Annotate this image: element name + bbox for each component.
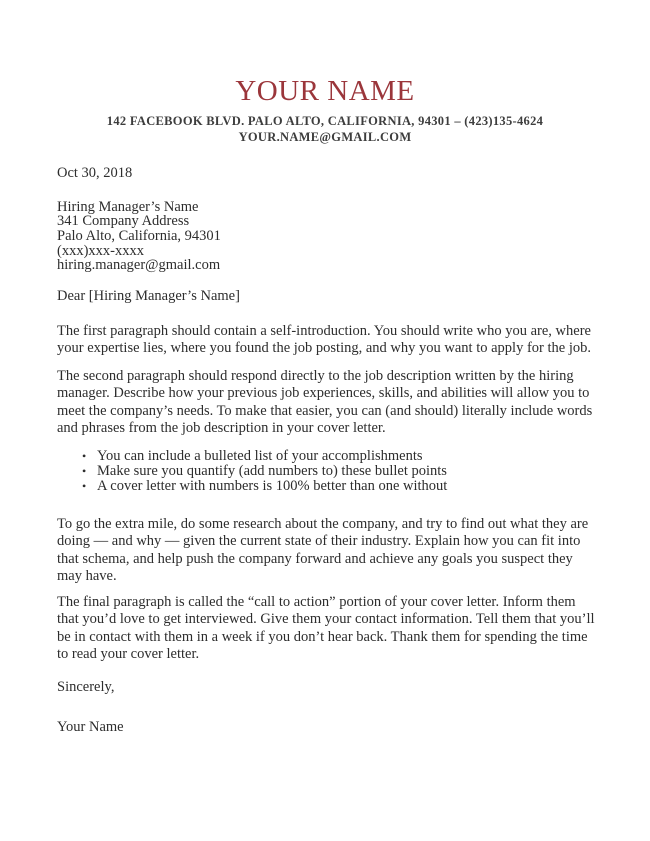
paragraph-second: The second paragraph should respond directly to the job description written by the hiring manager. Describe how your previous job experiences, skills, and abilities will allow you to meet the company’s needs. To make that easier, you can (and should) literally include words and phrases from the job description in your cover letter. [57,367,593,437]
sender-email-line: YOUR.NAME@GMAIL.COM [238,129,412,144]
bullet-item [57,479,597,494]
recipient-block [57,200,597,274]
bullet-dot-icon: • [82,478,87,493]
bullet-item [57,464,597,479]
bullet-item-text: A cover letter with numbers is 100% better than one without [97,477,448,494]
recipient-name-line: Hiring Manager’s Name [57,198,199,215]
paragraph-final: The final paragraph is called the “call to action” portion of your cover letter. Inform them that you’d love to get interviewed. Give them your contact information. Tell them that you’ll be in contact with them in a week if you don’t hear back. Thank them for spending the time to read your cover letter. [57,593,595,663]
bullet-item-text: You can include a bulleted list of your accomplishments [97,447,423,464]
recipient-address-line: 341 Company Address [57,213,190,230]
paragraph-intro: The first paragraph should contain a self-introduction. You should write who you are, where your expertise lies, where you found the job posting, and why you want to apply for the job. [57,322,591,357]
sender-address-line: 142 FACEBOOK BLVD. PALO ALTO, CALIFORNIA, 94301 – (423)135-4624 [106,114,544,128]
sender-name: YOUR NAME [235,75,415,107]
signature-name: Your Name [57,719,124,736]
bullet-dot-icon: • [82,448,87,463]
recipient-email-line: hiring.manager@gmail.com [57,257,221,274]
letter-header [0,74,650,145]
bullet-list [57,449,597,494]
sender-contact-block [0,114,650,145]
paragraph-extra-mile: To go the extra mile, do some research about the company, and try to find out what they are doing — and why — given the current state of their industry. Explain how you can fit into that schema, and help push the company forward and achieve any goals you suspect they may have. [57,515,589,585]
letter-date: Oct 30, 2018 [57,165,133,181]
recipient-city-line: Palo Alto, California, 94301 [57,227,221,244]
closing-salutation: Sincerely, [57,678,115,695]
salutation: Dear [Hiring Manager’s Name] [57,288,240,305]
bullet-item [57,449,597,464]
bullet-item-text: Make sure you quantify (add numbers to) these bullet points [97,462,447,479]
bullet-dot-icon: • [82,463,87,478]
recipient-phone-line: (xxx)xxx-xxxx [57,242,144,259]
